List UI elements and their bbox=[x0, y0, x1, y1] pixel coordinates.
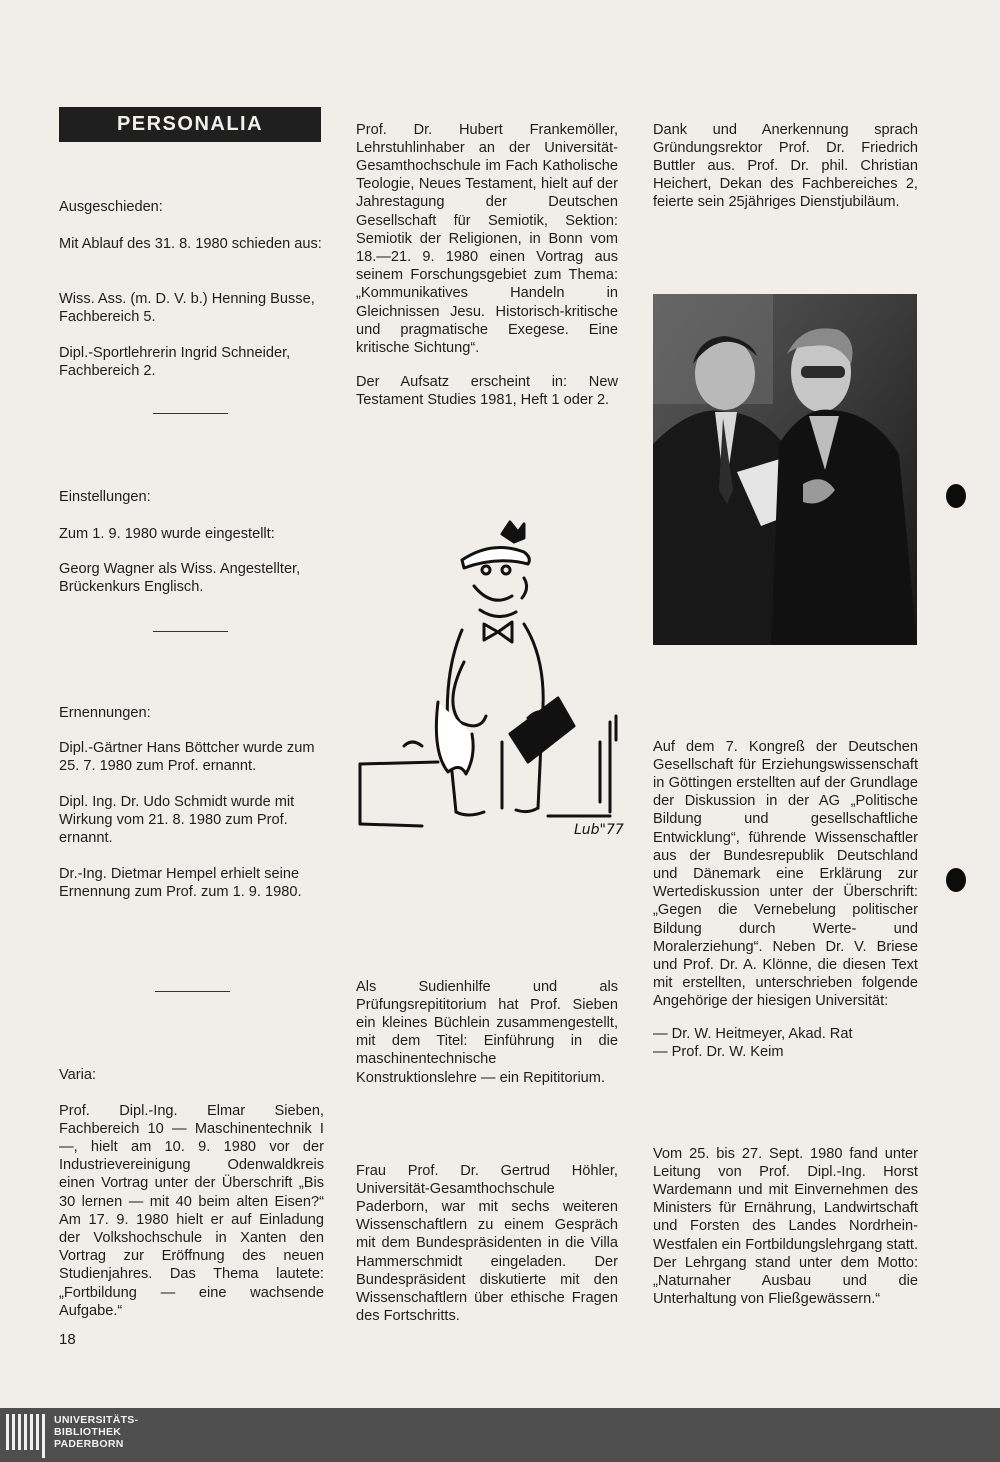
paragraph: Zum 1. 9. 1980 wurde eingestellt: bbox=[59, 525, 275, 542]
punch-hole bbox=[946, 484, 966, 508]
cartoon-illustration bbox=[352, 512, 628, 842]
library-logo-icon bbox=[6, 1414, 46, 1456]
paragraph: Dipl.-Sportlehrerin Ingrid Schneider, Fachbereich 2. bbox=[59, 344, 291, 379]
divider bbox=[155, 991, 230, 992]
paragraph: Auf dem 7. Kongreß der Deutschen Gesellschaft für Erziehungswissenschaft in Göttingen erstellten auf der Grundlage der Diskussion in der AG „Politische Bildung und gesellschaftliche Entwicklung“, führende Wissenschaftler aus der Bundesrepublik Deutschland und Dänemark eine Erklärung zur Wertediskussion unter der Überschrift: „Gegen die Vernebelung politischer Bildung durch Werte- und Moralerziehung“. Neben Dr. V. Briese und Prof. Dr. A. Klönne, die diesen Text mit erstellten, unterschrieben folgende Angehörige der hiesigen Universität: bbox=[653, 738, 918, 1010]
library-name: UNIVERSITÄTS- BIBLIOTHEK PADERBORN bbox=[54, 1414, 139, 1450]
cartoon-signature: Lub"77 bbox=[574, 822, 624, 838]
cartoon-drawing bbox=[352, 512, 628, 842]
paragraph: Georg Wagner als Wiss. Angestellter, Brückenkurs Englisch. bbox=[59, 560, 301, 595]
paragraph: Prof. Dipl.-Ing. Elmar Sieben, Fachbereich 10 — Maschinentechnik I —, hielt am 10. 9. 1980 vor der Industrievereinigung Odenwaldkreis einen Vortrag unter der Überschrift „Bis 30 lernen — mit 40 beim alten Eisen?“ Am 17. 9. 1980 hielt er auf Einladung der Volkshochschule in Xanten den Vortrag zur Eröffnung des neuen Studienjahres. Das Thema lautete: „Fortbildung — eine wachsende Aufgabe.“ bbox=[59, 1102, 324, 1319]
paragraph: Dank und Anerkennung sprach Gründungsrektor Prof. Dr. Friedrich Buttler aus. Prof. Dr. phil. Christian Heichert, Dekan des Fachbereiches 2, feierte sein 25jähriges Dienstjubiläum. bbox=[653, 121, 918, 211]
paragraph: Wiss. Ass. (m. D. V. b.) Henning Busse, Fachbereich 5. bbox=[59, 290, 315, 325]
section-banner: PERSONALIA bbox=[59, 107, 321, 142]
divider bbox=[153, 631, 228, 632]
heading-varia: Varia: bbox=[59, 1066, 97, 1083]
paragraph: Der Aufsatz erscheint in: New Testament Studies 1981, Heft 1 oder 2. bbox=[356, 373, 618, 408]
heading-einstellungen: Einstellungen: bbox=[59, 488, 151, 505]
paragraph: Dr.-Ing. Dietmar Hempel erhielt seine Ernennung zum Prof. zum 1. 9. 1980. bbox=[59, 865, 302, 900]
paragraph: Vom 25. bis 27. Sept. 1980 fand unter Leitung von Prof. Dipl.-Ing. Horst Wardemann und mit Einvernehmen des Ministers für Ernährung, Landwirtschaft und Forsten des Landes Nordrhein-Westfalen ein Fortbildungslehrgang statt. Der Lehrgang stand unter dem Motto: „Naturnaher Ausbau und die Unterhaltung von Fließgewässern.“ bbox=[653, 1145, 919, 1308]
paragraph: Mit Ablauf des 31. 8. 1980 schieden aus: bbox=[59, 235, 322, 252]
paragraph: Als Sudienhilfe und als Prüfungsrepititorium hat Prof. Sieben ein kleines Büchlein zusammengestellt, mit dem Titel: Einführung in die maschinentechnische Konstruktionslehre — ein Repititorium. bbox=[356, 978, 618, 1086]
page-number: 18 bbox=[59, 1331, 76, 1348]
photo-two-men bbox=[653, 294, 917, 645]
photo-image bbox=[653, 294, 917, 645]
paragraph: Prof. Dr. Hubert Frankemöller, Lehrstuhlinhaber an der Universität-Gesamthochschule im Fach Katholische Teologie, Neues Testament, hielt auf der Jahrestagung der Deutschen Gesellschaft für Semiotik, Sektion: Semiotik der Religionen, in Bonn vom 18.—21. 9. 1980 einen Vortrag aus seinem Forschungsgebiet zum Thema: „Kommunikatives Handeln in Gleichnissen Jesu. Historisch-kritische und pragmatische Exegese. Eine kritische Sichtung“. bbox=[356, 121, 618, 357]
list-item: — Prof. Dr. W. Keim bbox=[653, 1043, 784, 1060]
punch-hole bbox=[946, 868, 966, 892]
paragraph: Frau Prof. Dr. Gertrud Höhler, Universität-Gesamthochschule Paderborn, war mit sechs weiteren Wissenschaftlern zu einem Gespräch mit dem Bundespräsidenten in die Villa Hammerschmidt eingeladen. Der Bundespräsident diskutierte mit den Wissenschaftlern über ethische Fragen des Fortschritts. bbox=[356, 1162, 618, 1325]
paragraph: Dipl.-Gärtner Hans Böttcher wurde zum 25. 7. 1980 zum Prof. ernannt. bbox=[59, 739, 315, 774]
heading-ernennungen: Ernennungen: bbox=[59, 704, 151, 721]
library-footer bbox=[0, 1408, 1000, 1462]
list-item: — Dr. W. Heitmeyer, Akad. Rat bbox=[653, 1025, 853, 1042]
heading-ausgeschieden: Ausgeschieden: bbox=[59, 198, 163, 215]
paragraph: Dipl. Ing. Dr. Udo Schmidt wurde mit Wirkung vom 21. 8. 1980 zum Prof. ernannt. bbox=[59, 793, 295, 846]
divider bbox=[153, 413, 228, 414]
